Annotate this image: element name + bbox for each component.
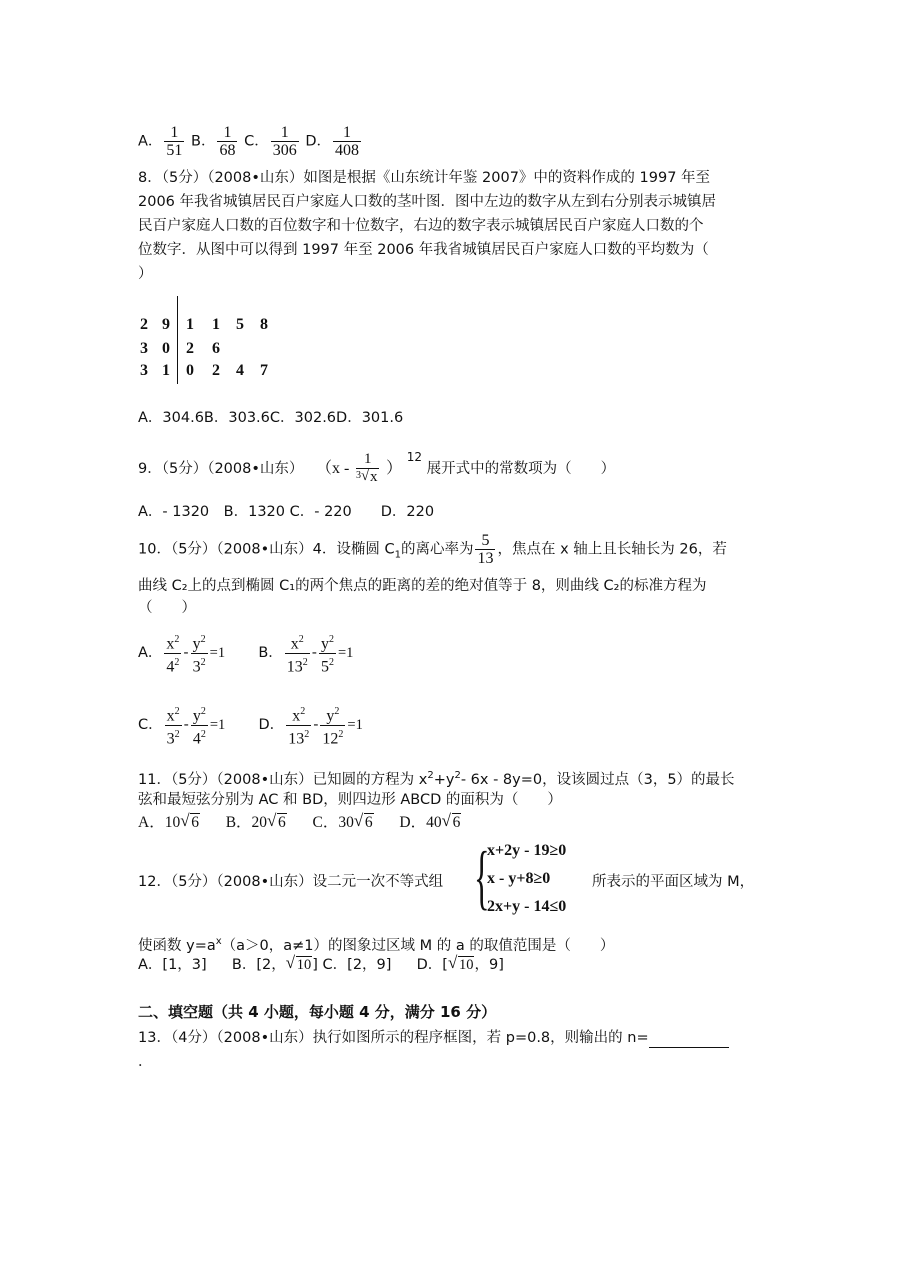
minus-sign: -	[183, 717, 189, 733]
leaf-digit: 0	[186, 362, 194, 379]
leaf-digit: 8	[260, 316, 268, 333]
q10-options-cd	[138, 702, 363, 748]
q11-line1-suffix: - 6x - 8y=0，设该圆过点（3，5）的最长	[460, 771, 735, 788]
leaf-digit: 6	[212, 340, 220, 357]
q12-line2-prefix: 使函数 y=a	[138, 937, 216, 954]
q11-sup: 2	[454, 770, 461, 781]
q9-suffix: 展开式中的常数项为（ ）	[426, 460, 616, 477]
q12-option-d-prefix: D．[	[416, 957, 448, 973]
radical-icon: √	[360, 468, 370, 485]
q10-line1-prefix: 10．（5分）（2008•山东）4．设椭圆 C	[138, 541, 395, 558]
equals-one: =1	[209, 717, 226, 733]
q13-line-2: ．	[138, 1054, 153, 1070]
q7-option-c-fraction: $\frac{1}{306}$	[272, 124, 297, 159]
q9-fraction: 1 3 √ x	[355, 451, 378, 486]
q12-option-b-prefix: B．[2，	[231, 957, 286, 973]
minus-sign: -	[183, 645, 189, 661]
leaf-digit: 5	[236, 316, 244, 333]
stem-divider-line	[177, 296, 178, 384]
q11-option-b-label: B．	[225, 814, 252, 831]
q10-line1-mid: 的离心率为	[400, 541, 474, 558]
radical-icon: √ 10	[447, 953, 474, 973]
q9-prefix: 9．（5分）（2008•山东）	[138, 460, 304, 477]
q13-line-1	[138, 1028, 729, 1048]
q12-line1-suffix: 所表示的平面区域为 M，	[592, 874, 755, 890]
q8-line-2: 2006 年我省城镇居民百户家庭人口数的茎叶图．图中左边的数字从左到右分别表示城镇居	[138, 194, 717, 210]
q10-line-3: （ ）	[138, 600, 196, 616]
q10-line-1	[138, 532, 727, 572]
q10-option-d-x-fraction: $\frac{x^2}{13^2}$	[288, 706, 310, 747]
q7-option-b-label: B．	[191, 133, 216, 150]
q12-line1-prefix: 12．（5分）（2008•山东）设二元一次不等式组	[138, 874, 444, 890]
q12-option-c: C．[2，9]	[322, 957, 392, 973]
q12-inequality-2: x - y+8≥0	[487, 870, 551, 887]
q12-options	[138, 954, 504, 976]
radical-icon: √ 6	[180, 811, 199, 831]
q8-options: A．304.6B．303.6C．302.6D．301.6	[138, 410, 404, 426]
radical-icon: √ 10	[285, 953, 312, 973]
stem-digit: 2	[140, 316, 148, 333]
q10-option-b-x-fraction: $\frac{x^2}{13^2}$	[286, 634, 308, 675]
q10-option-d-label: D．	[258, 717, 285, 733]
q9-expr-close: ）	[386, 459, 403, 477]
q10-line1-sub: 1	[394, 549, 401, 561]
stem-digit: 1	[162, 362, 170, 379]
q7-option-a-label: A．	[138, 133, 163, 150]
q10-option-b-y-fraction: $\frac{y^2}{5^2}$	[321, 634, 334, 675]
q10-line-2: 曲线 C₂上的点到椭圆 C₁的两个焦点的距离的差的绝对值等于 8，则曲线 C₂的标准方程为	[138, 578, 707, 594]
q11-coef: 20	[251, 814, 268, 831]
answer-blank	[649, 1033, 729, 1048]
q11-option-d-label: D．	[399, 814, 427, 831]
leaf-digit: 1	[212, 316, 220, 333]
q11-sup: 2	[427, 770, 434, 781]
q12-option-b-suffix: ]	[312, 957, 318, 973]
q12-inequality-1: x+2y - 19≥0	[487, 842, 567, 859]
q11-line-1	[138, 766, 735, 790]
q11-line1-prefix: 11．（5分）（2008•山东）已知圆的方程为 x	[138, 771, 428, 788]
q9-exponent: 12	[406, 450, 422, 464]
q12-line2-sup: x	[215, 936, 222, 947]
leaf-digit: 1	[186, 316, 194, 333]
q9-root-arg: x	[369, 469, 378, 486]
q10-options-ab	[138, 630, 353, 676]
radical-icon: √ 6	[353, 811, 373, 831]
q7-option-a-fraction: $\frac{1}{51}$	[166, 124, 183, 159]
q10-option-a-x-fraction: $\frac{x^2}{4^2}$	[166, 634, 180, 675]
section-heading: 二、填空题（共 4 小题，每小题 4 分，满分 16 分）	[138, 1003, 497, 1021]
q13-line1-text: 13．（4分）（2008•山东）执行如图所示的程序框图，若 p=0.8，则输出的 n=	[138, 1030, 649, 1046]
radical-icon: √ 6	[267, 811, 286, 831]
radical-icon: √ 6	[441, 811, 461, 831]
q12-option-a: A．[1，3]	[138, 957, 207, 973]
stem-digit: 0	[162, 340, 170, 357]
q11-line-2: 弦和最短弦分别为 AC 和 BD，则四边形 ABCD 的面积为（ ）	[138, 792, 562, 808]
q11-option-c-label: C．	[312, 814, 339, 831]
minus-sign: -	[311, 645, 317, 661]
q8-line-3: 民百户家庭人口数的百位数字和十位数字，右边的数字表示城镇居民百户家庭人口数的个	[138, 218, 704, 234]
q8-line-5: ）	[138, 266, 153, 282]
q10-option-c-label: C．	[138, 717, 163, 733]
q11-line1-mid: +y	[433, 771, 455, 788]
equals-one: =1	[347, 717, 363, 733]
q12-line-2	[138, 932, 614, 956]
q11-options	[138, 812, 461, 834]
q10-option-c-x-fraction: $\frac{x^2}{3^2}$	[166, 706, 180, 747]
leaf-digit: 4	[236, 362, 244, 379]
q11-coef: 10	[164, 814, 181, 831]
q10-eccentricity-fraction: $\frac{5}{13}$	[477, 532, 494, 567]
q11-option-a-label: A．	[138, 814, 165, 831]
q10-option-c-y-fraction: $\frac{y^2}{4^2}$	[192, 706, 206, 747]
q10-option-a-label: A．	[138, 645, 163, 661]
q11-coef: 30	[338, 814, 354, 831]
q8-line-1: 8．（5分）（2008•山东）如图是根据《山东统计年鉴 2007》中的资料作成的 1997 年至	[138, 170, 711, 186]
q10-line1-suffix: ，焦点在 x 轴上且长轴长为 26，若	[497, 541, 727, 558]
leaf-digit: 2	[186, 340, 194, 357]
minus-sign: -	[313, 717, 319, 733]
q12-option-d-suffix: ，9]	[474, 957, 504, 973]
q10-option-a-y-fraction: $\frac{y^2}{3^2}$	[192, 634, 206, 675]
q7-option-c-label: C．	[244, 133, 269, 150]
q7-option-d-fraction: $\frac{1}{408}$	[335, 124, 359, 159]
q7-options	[138, 124, 363, 159]
q11-coef: 40	[426, 814, 442, 831]
q10-option-b-label: B．	[258, 645, 283, 661]
q7-option-b-fraction: $\frac{1}{68}$	[219, 124, 236, 159]
leaf-digit: 7	[260, 362, 268, 379]
stem-digit: 3	[140, 340, 148, 357]
q9-root-index: 3	[355, 470, 361, 482]
q8-line-4: 位数字．从图中可以得到 1997 年至 2006 年我省城镇居民百户家庭人口数的平均数为（	[138, 242, 709, 258]
stem-digit: 3	[140, 362, 148, 379]
stem-digit: 9	[162, 316, 170, 333]
stem-leaf-plot	[138, 296, 298, 386]
q12-line2-suffix: （a＞0，a≠1）的图象过区域 M 的 a 的取值范围是（ ）	[221, 937, 615, 954]
q10-option-d-y-fraction: $\frac{y^2}{12^2}$	[322, 706, 344, 747]
leaf-digit: 2	[212, 362, 220, 379]
q9-stem	[138, 446, 615, 486]
equals-one: =1	[338, 645, 354, 661]
equals-one: =1	[209, 645, 226, 661]
brace-icon: {	[474, 837, 490, 917]
q9-options: A．- 1320 B．1320 C．- 220 D．220	[138, 504, 435, 520]
q9-expr-open: （x -	[316, 459, 350, 477]
q12-inequality-3: 2x+y - 14≤0	[487, 898, 567, 915]
q7-option-d-label: D．	[305, 133, 331, 150]
